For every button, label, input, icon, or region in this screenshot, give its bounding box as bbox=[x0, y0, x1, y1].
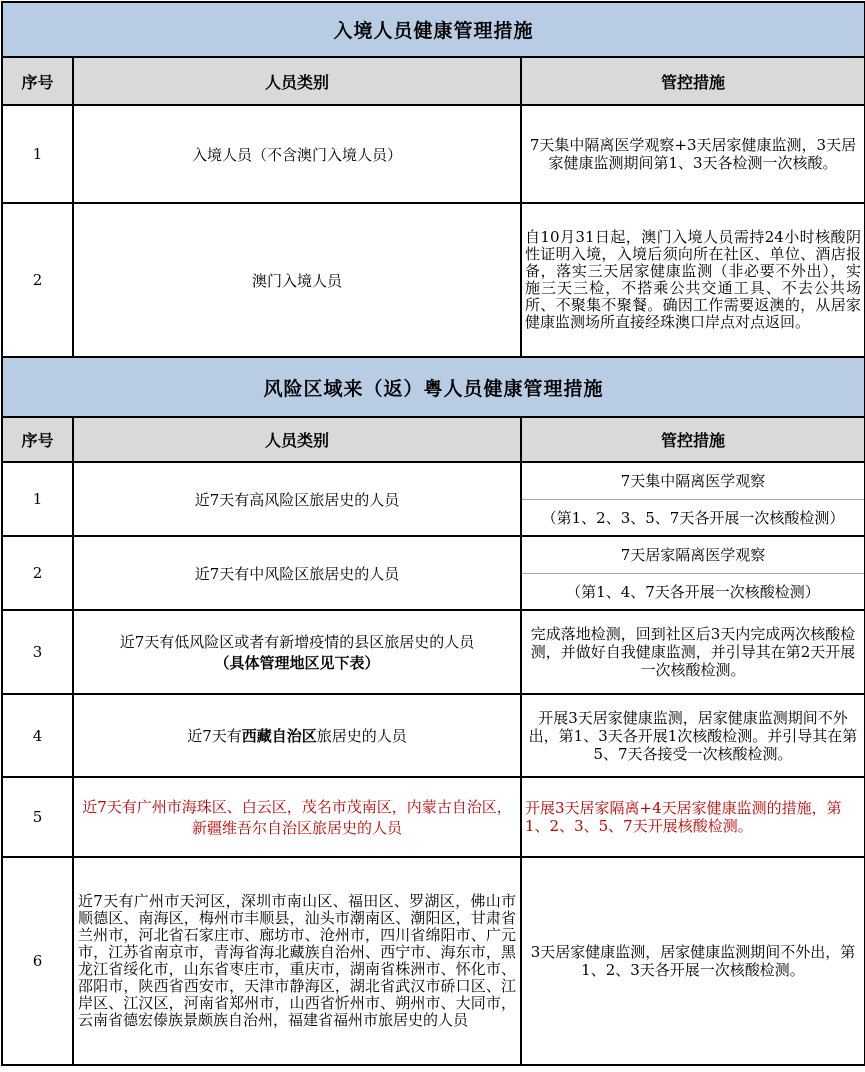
table-row bbox=[3, 695, 864, 778]
row-category-prefix: 近7天有 bbox=[187, 727, 242, 745]
section2-title: 风险区域来（返）粤人员健康管理措施 bbox=[3, 358, 864, 418]
row-measure-secondary: （第1、2、3、5、7天各开展一次核酸检测） bbox=[541, 508, 845, 527]
row-category-suffix: 旅居史的人员 bbox=[316, 727, 407, 745]
row-seq: 2 bbox=[3, 204, 74, 356]
table-row bbox=[3, 858, 864, 1064]
section1-title: 入境人员健康管理措施 bbox=[3, 3, 864, 58]
section1-col-header-category: 人员类别 bbox=[74, 58, 522, 104]
row-seq: 4 bbox=[3, 695, 74, 776]
table-row bbox=[3, 106, 864, 204]
section2-col-header-seq: 序号 bbox=[3, 418, 74, 461]
row-category bbox=[74, 611, 522, 693]
row-measure: 完成落地检测，回到社区后3天内完成两次核酸检测，并做好自我健康监测，并引导其在第2天开展一次核酸检测。 bbox=[530, 625, 856, 679]
row-measure: 3天居家健康监测，居家健康监测期间不外出，第1、2、3天各开展一次核酸检测。 bbox=[530, 943, 856, 979]
section2-col-header-measure: 管控措施 bbox=[660, 431, 725, 450]
row-category: 澳门入境人员 bbox=[74, 204, 522, 356]
table-row-alert bbox=[3, 778, 864, 858]
row-seq: 5 bbox=[3, 778, 74, 856]
section2-col-header-category: 人员类别 bbox=[74, 418, 522, 461]
table-row bbox=[3, 463, 864, 537]
row-measure-secondary: （第1、4、7天各开展一次核酸检测） bbox=[566, 582, 820, 601]
row-seq: 3 bbox=[3, 611, 74, 693]
row-seq: 1 bbox=[3, 106, 74, 202]
section2-column-header-row bbox=[3, 418, 864, 463]
row-category: 入境人员（不含澳门入境人员） bbox=[74, 106, 522, 202]
section1-col-header-measure: 管控措施 bbox=[660, 72, 725, 92]
row-measure: 开展3天居家健康监测，居家健康监测期间不外出，第1、3天各开展1次核酸检测。并引导其在第5、7天各接受一次核酸检测。 bbox=[528, 708, 858, 763]
health-management-measures-document bbox=[1, 1, 865, 1066]
table-row bbox=[3, 537, 864, 611]
row-measure bbox=[522, 463, 864, 535]
row-seq: 2 bbox=[3, 537, 74, 609]
section1-col-header-seq: 序号 bbox=[3, 58, 74, 104]
row-measure-primary: 7天集中隔离医学观察 bbox=[522, 463, 864, 500]
table-row bbox=[3, 611, 864, 695]
row-category-line2: （具体管理地区见下表） bbox=[214, 654, 380, 672]
table-row bbox=[3, 204, 864, 358]
row-category-line1: 近7天有低风险区或者有新增疫情的县区旅居史的人员 bbox=[119, 633, 475, 651]
row-measure: 开展3天居家隔离+4天居家健康监测的措施，第1、2、3、5、7天开展核酸检测。 bbox=[525, 799, 842, 835]
row-category-bold: 西藏自治区 bbox=[241, 727, 317, 745]
row-seq: 6 bbox=[3, 858, 74, 1064]
row-category: 近7天有高风险区旅居史的人员 bbox=[74, 463, 522, 535]
row-measure: 7天集中隔离医学观察+3天居家健康监测，3天居家健康监测期间第1、3天各检测一次核酸。 bbox=[529, 136, 857, 172]
section1-column-header-row bbox=[3, 58, 864, 106]
row-category: 近7天有广州市天河区，深圳市南山区、福田区、罗湖区，佛山市顺德区、南海区，梅州市丰顺县，汕头市潮南区、潮阳区，甘肃省兰州市，河北省石家庄市、廊坊市、沧州市，四川省绵阳市、广元市，江苏省南京市，青海省海北藏族自治州、西宁市、海东市，黑龙江省绥化市，山东省枣庄市，重庆市，湖南省株洲市、怀化市、邵阳市，陕西省西安市，天津市静海区，湖北省武汉市硚口区、江岸区、江汉区，河南省郑州市，山西省忻州市、朔州市、大同市，云南省德宏傣族景颇族自治州，福建省福州市旅居史的人员 bbox=[74, 858, 522, 1064]
row-measure-primary: 7天居家隔离医学观察 bbox=[522, 537, 864, 574]
row-category: 近7天有中风险区旅居史的人员 bbox=[74, 537, 522, 609]
row-measure: 自10月31日起，澳门入境人员需持24小时核酸阴性证明入境，入境后须向所在社区、单位、酒店报备，落实三天居家健康监测（非必要不外出），实施三天三检，不搭乘公共交通工具、不去公共场所、不聚集不聚餐。确因工作需要返澳的，从居家健康监测场所直接经珠澳口岸点对点返回。 bbox=[525, 227, 861, 332]
row-measure bbox=[522, 537, 864, 609]
row-category: 近7天有广州市海珠区、白云区，茂名市茂南区，内蒙古自治区，新疆维吾尔自治区旅居史的人员 bbox=[74, 778, 522, 856]
row-category bbox=[74, 695, 522, 776]
row-seq: 1 bbox=[3, 463, 74, 535]
